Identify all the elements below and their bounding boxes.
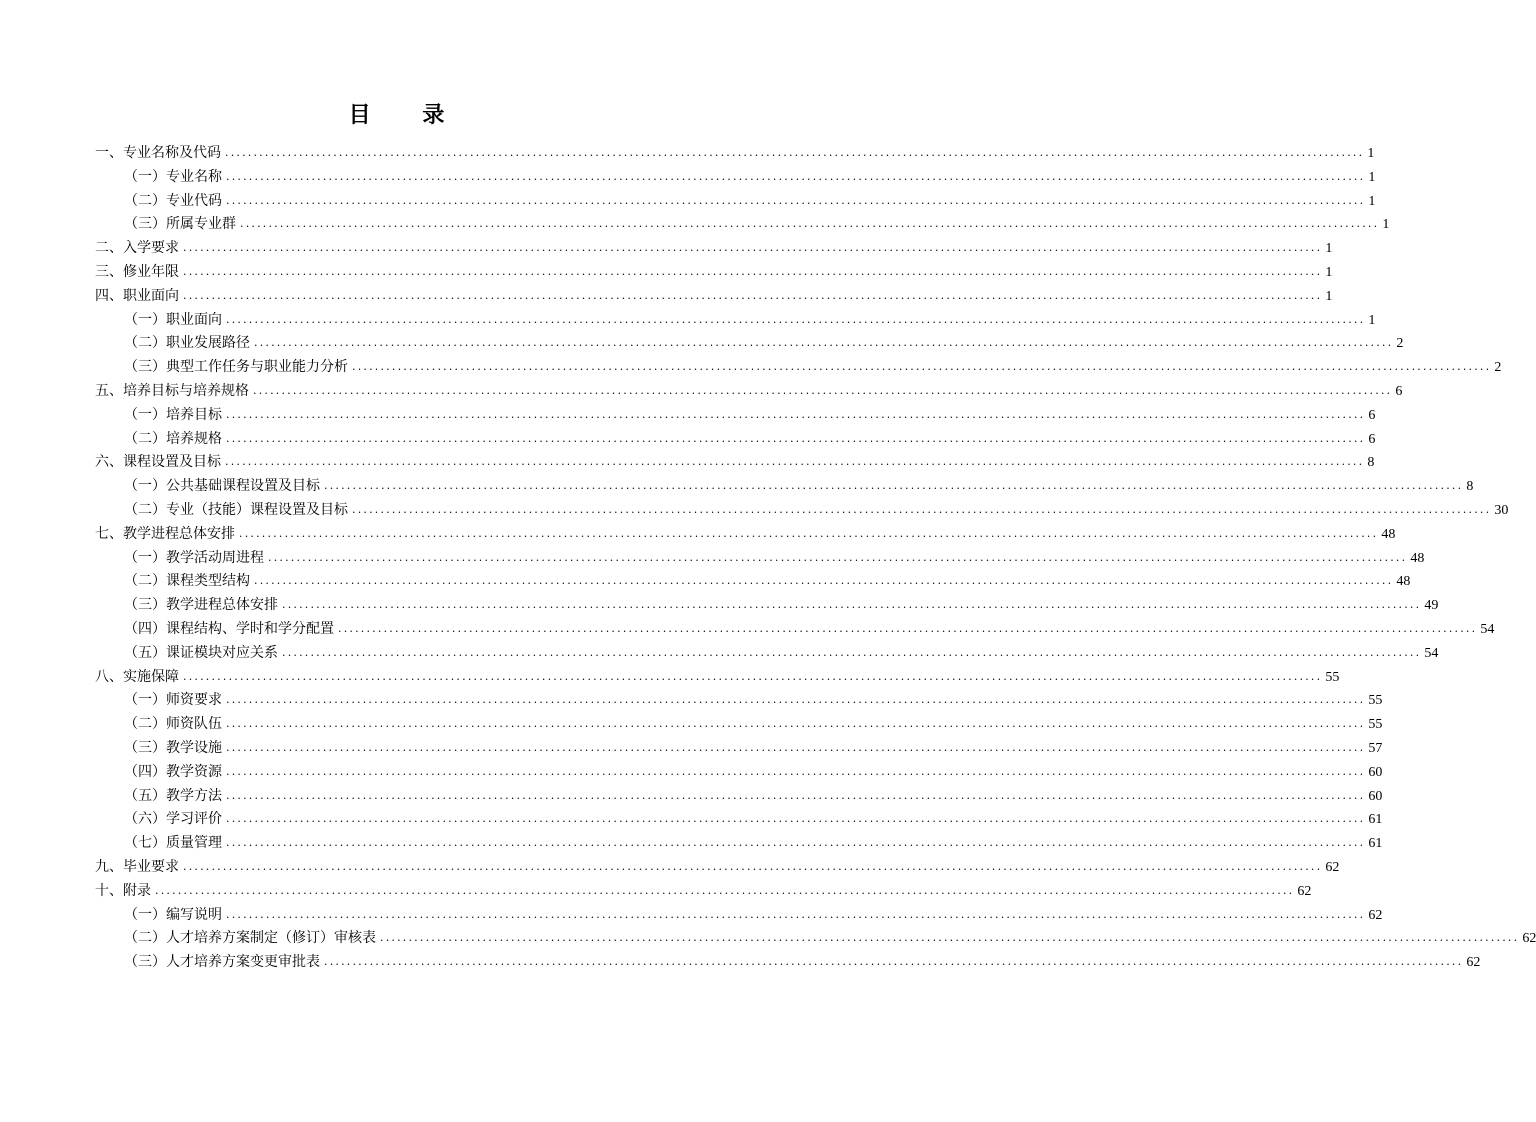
toc-entry-label: （二）人才培养方案制定（修订）审核表 — [124, 930, 376, 947]
toc-section-entry[interactable] — [95, 190, 1376, 214]
toc-page-number: 1 — [1368, 169, 1376, 185]
toc-page-number: 62 — [1368, 907, 1383, 923]
toc-page-number: 1 — [1325, 264, 1333, 280]
toc-chapter-entry[interactable] — [95, 451, 1375, 475]
toc-entry-label: （一）专业名称 — [124, 168, 222, 185]
toc-section-entry[interactable] — [95, 951, 1481, 975]
toc-dot-leader: ........................................................................................................................................................................................................ — [226, 836, 1366, 850]
toc-section-entry[interactable] — [95, 594, 1439, 618]
toc-chapter-entry[interactable] — [95, 523, 1396, 547]
toc-dot-leader: ........................................................................................................................................................................................................ — [183, 669, 1323, 683]
toc-section-entry[interactable] — [95, 713, 1383, 737]
toc-entry-label: （四）课程结构、学时和学分配置 — [124, 620, 334, 637]
toc-dot-leader: ........................................................................................................................................................................................................ — [282, 598, 1422, 612]
toc-page-number: 1 — [1367, 146, 1375, 161]
toc-entry-label: （一）编写说明 — [124, 906, 222, 923]
toc-dot-leader: ........................................................................................................................................................................................................ — [352, 360, 1492, 374]
toc-entry-label: （五）课证模块对应关系 — [124, 644, 278, 661]
toc-dot-leader: ........................................................................................................................................................................................................ — [253, 383, 1393, 397]
toc-page-number: 49 — [1424, 598, 1439, 614]
toc-entry-label: （二）职业发展路径 — [124, 335, 250, 352]
toc-entry-label: （三）典型工作任务与职业能力分析 — [124, 359, 348, 376]
toc-entry-label: 四、职业面向 — [95, 287, 179, 304]
toc-entry-label: （一）师资要求 — [124, 692, 222, 709]
toc-page-number: 6 — [1368, 407, 1376, 423]
toc-entry-label: 三、修业年限 — [95, 263, 179, 280]
toc-page-number: 61 — [1368, 812, 1383, 828]
toc-entry-label: （二）专业代码 — [124, 192, 222, 209]
toc-dot-leader: ........................................................................................................................................................................................................ — [226, 788, 1366, 802]
toc-page-number: 2 — [1396, 336, 1404, 352]
toc-entry-label: 九、毕业要求 — [95, 858, 179, 875]
toc-entry-label: 八、实施保障 — [95, 668, 179, 685]
toc-dot-leader: ........................................................................................................................................................................................................ — [338, 621, 1478, 635]
toc-page-number: 62 — [1522, 931, 1536, 947]
toc-page-number: 48 — [1410, 550, 1425, 566]
toc-section-entry[interactable] — [95, 166, 1376, 190]
toc-chapter-entry[interactable] — [95, 285, 1333, 309]
toc-entry-label: （二）专业（技能）课程设置及目标 — [124, 501, 348, 518]
toc-chapter-entry[interactable] — [95, 261, 1333, 285]
toc-page-number: 57 — [1368, 740, 1383, 756]
toc-dot-leader: ........................................................................................................................................................................................................ — [226, 740, 1366, 754]
toc-page-number: 55 — [1325, 669, 1340, 685]
toc-page-number: 1 — [1382, 217, 1390, 233]
toc-page-number: 55 — [1368, 693, 1383, 709]
toc-section-entry[interactable] — [95, 808, 1383, 832]
toc-section-entry[interactable] — [95, 618, 1495, 642]
toc-dot-leader: ........................................................................................................................................................................................................ — [226, 312, 1366, 326]
toc-page-number: 60 — [1368, 788, 1383, 804]
toc-section-entry[interactable] — [95, 309, 1376, 333]
toc-section-entry[interactable] — [95, 761, 1383, 785]
toc-entry-label: （三）教学设施 — [124, 739, 222, 756]
toc-page-number: 55 — [1368, 717, 1383, 733]
toc-dot-leader: ........................................................................................................................................................................................................ — [183, 859, 1323, 873]
toc-entry-label: （三）所属专业群 — [124, 216, 236, 233]
toc-entry-label: （七）质量管理 — [124, 835, 222, 852]
toc-dot-leader: ........................................................................................................................................................................................................ — [226, 407, 1366, 421]
toc-page-number: 1 — [1325, 288, 1333, 304]
toc-dot-leader: ........................................................................................................................................................................................................ — [226, 812, 1366, 826]
toc-dot-leader: ........................................................................................................................................................................................................ — [225, 146, 1365, 159]
toc-dot-leader: ........................................................................................................................................................................................................ — [324, 955, 1464, 969]
toc-entry-label: （一）公共基础课程设置及目标 — [124, 478, 320, 495]
toc-dot-leader: ........................................................................................................................................................................................................ — [183, 288, 1323, 302]
toc-dot-leader: ........................................................................................................................................................................................................ — [239, 526, 1379, 540]
toc-dot-leader: ........................................................................................................................................................................................................ — [226, 693, 1366, 707]
toc-section-entry[interactable] — [95, 356, 1502, 380]
toc-chapter-entry[interactable] — [95, 856, 1340, 880]
toc-section-entry[interactable] — [95, 547, 1425, 571]
toc-dot-leader: ........................................................................................................................................................................................................ — [226, 431, 1366, 445]
toc-chapter-entry[interactable] — [95, 880, 1312, 904]
toc-entry-label: （一）教学活动周进程 — [124, 549, 264, 566]
toc-dot-leader: ........................................................................................................................................................................................................ — [380, 931, 1520, 945]
toc-section-entry[interactable] — [95, 570, 1411, 594]
toc-entry-label: （四）教学资源 — [124, 763, 222, 780]
toc-entry-label: 一、专业名称及代码 — [95, 145, 221, 161]
toc-page-number: 61 — [1368, 836, 1383, 852]
toc-page-number: 62 — [1297, 883, 1312, 899]
toc-dot-leader: ........................................................................................................................................................................................................ — [226, 764, 1366, 778]
toc-dot-leader: ........................................................................................................................................................................................................ — [254, 574, 1394, 588]
toc-entry-label: （一）培养目标 — [124, 406, 222, 423]
toc-entry-label: （三）人才培养方案变更审批表 — [124, 954, 320, 971]
toc-entry-label: 十、附录 — [95, 882, 151, 899]
toc-page-number: 1 — [1368, 312, 1376, 328]
toc-dot-leader: ........................................................................................................................................................................................................ — [225, 455, 1365, 469]
toc-entry-label: （一）职业面向 — [124, 311, 222, 328]
toc-dot-leader: ........................................................................................................................................................................................................ — [226, 907, 1366, 921]
toc-chapter-entry[interactable] — [95, 380, 1403, 404]
page-title: 目 录 — [348, 103, 467, 128]
toc-dot-leader: ........................................................................................................................................................................................................ — [352, 502, 1492, 516]
toc-page-number: 30 — [1494, 502, 1509, 518]
toc-page-number: 62 — [1325, 859, 1340, 875]
toc-dot-leader: ........................................................................................................................................................................................................ — [254, 336, 1394, 350]
toc-entry-label: 六、课程设置及目标 — [95, 454, 221, 471]
toc-page-number: 54 — [1480, 621, 1495, 637]
toc-entry-label: （三）教学进程总体安排 — [124, 597, 278, 614]
toc-page-number: 6 — [1368, 431, 1376, 447]
toc-dot-leader: ........................................................................................................................................................................................................ — [324, 479, 1464, 493]
toc-page-number: 1 — [1368, 193, 1376, 209]
toc-page-number: 1 — [1325, 241, 1333, 257]
toc-page-number: 62 — [1466, 955, 1481, 971]
toc-section-entry[interactable] — [95, 404, 1376, 428]
toc-dot-leader: ........................................................................................................................................................................................................ — [226, 717, 1366, 731]
toc-dot-leader: ........................................................................................................................................................................................................ — [282, 645, 1422, 659]
toc-dot-leader: ........................................................................................................................................................................................................ — [268, 550, 1408, 564]
toc-section-entry[interactable] — [95, 332, 1404, 356]
toc-page-number: 48 — [1381, 526, 1396, 542]
toc-entry-label: （二）课程类型结构 — [124, 573, 250, 590]
toc-section-entry[interactable] — [95, 737, 1383, 761]
toc-entry-label: （六）学习评价 — [124, 811, 222, 828]
toc-page-number: 60 — [1368, 764, 1383, 780]
toc-page-number: 8 — [1466, 479, 1474, 495]
toc-section-entry[interactable] — [95, 428, 1376, 452]
toc-entry-label: 五、培养目标与培养规格 — [95, 382, 249, 399]
toc-dot-leader: ........................................................................................................................................................................................................ — [183, 241, 1323, 255]
toc-section-entry[interactable] — [95, 904, 1383, 928]
toc-dot-leader: ........................................................................................................................................................................................................ — [183, 264, 1323, 278]
toc-chapter-entry[interactable] — [95, 666, 1340, 690]
toc-section-entry[interactable] — [95, 642, 1439, 666]
toc-section-entry[interactable] — [95, 927, 1536, 951]
toc-dot-leader: ........................................................................................................................................................................................................ — [155, 883, 1295, 897]
toc-page-number: 54 — [1424, 645, 1439, 661]
toc-chapter-entry[interactable] — [95, 237, 1333, 261]
table-of-contents — [95, 142, 1536, 975]
toc-page-number: 2 — [1494, 360, 1502, 376]
toc-page-number: 8 — [1367, 455, 1375, 471]
toc-dot-leader: ........................................................................................................................................................................................................ — [226, 193, 1366, 207]
toc-section-entry[interactable] — [95, 785, 1383, 809]
toc-entry-label: 二、入学要求 — [95, 240, 179, 257]
toc-entry-label: （五）教学方法 — [124, 787, 222, 804]
toc-page-number: 6 — [1395, 383, 1403, 399]
toc-section-entry[interactable] — [95, 832, 1383, 856]
toc-entry-label: （二）培养规格 — [124, 430, 222, 447]
toc-section-entry[interactable] — [95, 475, 1474, 499]
toc-page-number: 48 — [1396, 574, 1411, 590]
toc-entry-label: 七、教学进程总体安排 — [95, 525, 235, 542]
toc-section-entry[interactable] — [95, 499, 1509, 523]
toc-dot-leader: ........................................................................................................................................................................................................ — [240, 217, 1380, 231]
toc-section-entry[interactable] — [95, 213, 1390, 237]
toc-section-entry[interactable] — [95, 689, 1383, 713]
toc-entry-label: （二）师资队伍 — [124, 716, 222, 733]
toc-chapter-entry[interactable] — [95, 142, 1375, 166]
toc-dot-leader: ........................................................................................................................................................................................................ — [226, 169, 1366, 183]
